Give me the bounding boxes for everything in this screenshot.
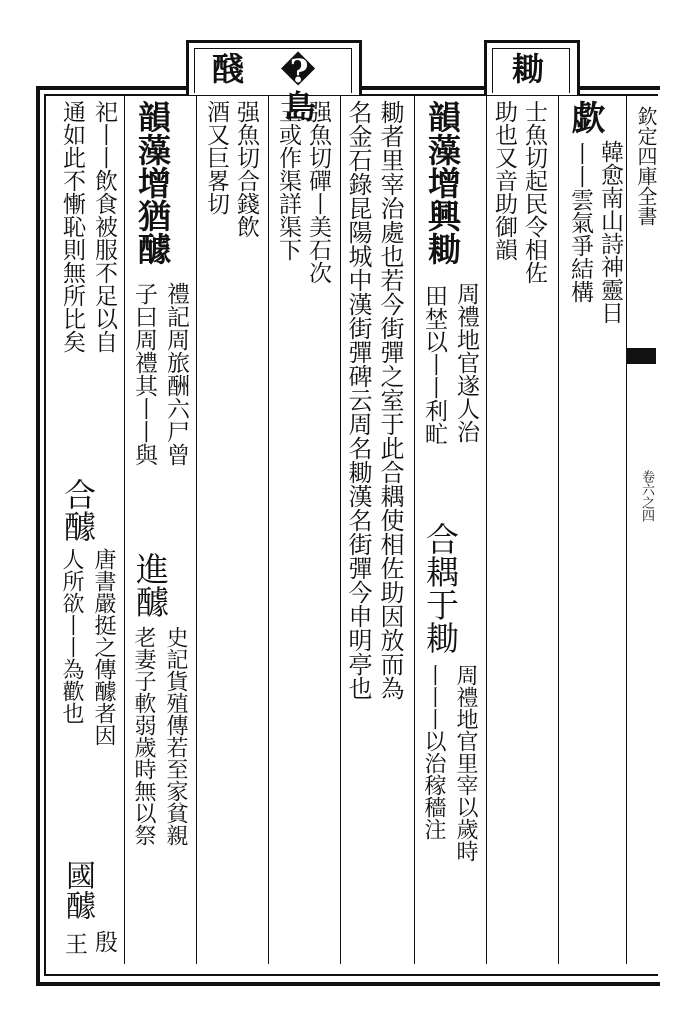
margin-fishtail (626, 348, 656, 364)
phrase-heading: 進醵 (131, 552, 170, 618)
text-column: 士魚切起民令相佐 (521, 100, 547, 284)
header-char-2: �島 (279, 52, 317, 122)
text-column: 玉或作渠詳渠下 (275, 100, 301, 261)
text-column: 丨丨丨以治稼穡注 (421, 664, 446, 840)
text-column: 周禮地官里宰以歲時 (453, 664, 478, 862)
header-char-1: 醆 (207, 52, 245, 84)
text-column: 丨丨雲氣爭結構 (567, 142, 593, 303)
text-column: 强魚切磾丨美石次 (305, 100, 331, 284)
section-heading: 韻藻增猶醵 (133, 100, 172, 265)
column-divider (268, 96, 269, 964)
text-column: 强魚切合錢飲 (233, 100, 259, 238)
margin-title: 欽定四庫全書 (634, 106, 658, 226)
column-divider (196, 96, 197, 964)
column-divider (340, 96, 341, 964)
entry-head-char: 歔 (565, 100, 605, 134)
text-column: 耡者里宰治處也若今街彈之室于此合耦使相佐助因放而為 (376, 100, 404, 700)
margin-volume: 卷六之四 (639, 470, 654, 522)
text-column: 通如此不慚恥則無所比矣 (59, 100, 85, 353)
text-column: 殷 (91, 930, 117, 953)
text-column: 名金石錄昆陽城中漢街彈碑云周名耡漢名街彈今申明亭也 (344, 100, 372, 700)
column-divider (124, 96, 125, 964)
column-divider (414, 96, 415, 964)
column-divider (486, 96, 487, 964)
text-column: 祀丨丨飲食被服不足以自 (91, 100, 117, 353)
text-column: 老妻子軟弱歲時無以祭 (131, 626, 156, 846)
text-column: 周禮地官遂人治 (453, 282, 479, 443)
text-column: 人所欲丨丨為歡也 (59, 548, 84, 724)
phrase-heading: 合醵 (59, 478, 97, 542)
column-divider (626, 96, 627, 964)
text-column: 酒又巨畧切 (203, 100, 229, 215)
text-column: 唐書嚴挺之傳醵者因 (91, 548, 116, 746)
text-column: 韓愈南山詩神靈日 (597, 140, 623, 324)
column-divider (558, 96, 559, 964)
phrase-heading: 合耦于耡 (421, 522, 460, 654)
text-column: 助也又音助御韻 (491, 100, 517, 261)
text-column: 禮記周旅酬六尸曾 (163, 282, 189, 466)
header-char-3: 耡 (507, 52, 545, 84)
text-column: 田埜以丨丨利甿 (421, 284, 447, 445)
text-column: 史記貨殖傳若至家貧親 (163, 626, 188, 846)
text-column: 王 (61, 932, 87, 955)
section-heading: 韻藻增興耡 (423, 100, 462, 265)
phrase-heading: 國醵 (60, 860, 95, 920)
text-column: 子曰周禮其丨丨與 (131, 282, 157, 466)
